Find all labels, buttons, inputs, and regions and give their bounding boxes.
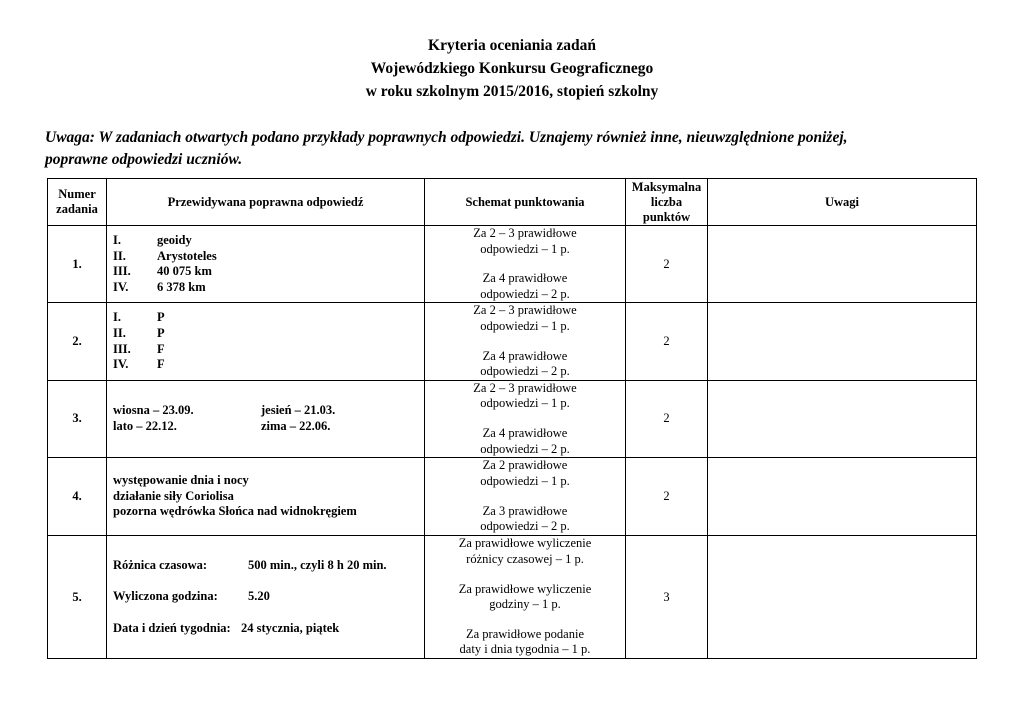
title-line-1: Kryteria oceniania zadań: [428, 37, 596, 54]
notes-cell: [708, 458, 977, 536]
notes-cell: [708, 536, 977, 659]
scheme-cell: Za 2 – 3 prawidłowe odpowiedzi – 1 p. Za 4 prawidłowe odpowiedzi – 2 p.: [425, 380, 626, 457]
answer-cell: występowanie dnia i nocy działanie siły Coriolisa pozorna wędrówka Słońca nad widnokręgiem: [107, 458, 425, 536]
points-cell: 2: [626, 380, 708, 457]
task-number: 1.: [48, 226, 107, 303]
task-number: 2.: [48, 303, 107, 380]
notes-cell: [708, 380, 977, 457]
points-cell: 2: [626, 303, 708, 380]
scheme-cell: Za 2 prawidłowe odpowiedzi – 1 p. Za 3 prawidłowe odpowiedzi – 2 p.: [425, 458, 626, 536]
note-paragraph: [45, 127, 980, 171]
table-row: [48, 380, 977, 457]
table-row: [48, 536, 977, 659]
points-cell: 2: [626, 458, 708, 536]
table-row: [48, 226, 977, 303]
title-line-2: Wojewódzkiego Konkursu Geograficznego: [370, 60, 654, 77]
answer-cell: I. geoidy II. Arystoteles III. 40 075 km IV. 6 378 km: [107, 226, 425, 303]
table-row: [48, 303, 977, 380]
title-line-3: w roku szkolnym 2015/2016, stopień szkolny: [365, 83, 659, 100]
header-points: Maksymalna liczba punktów: [626, 179, 708, 226]
answer-cell: I. P II. P III. F IV. F: [107, 303, 425, 380]
criteria-table: [47, 178, 977, 659]
note-line-2: poprawne odpowiedzi uczniów.: [45, 151, 243, 168]
notes-cell: [708, 226, 977, 303]
task-number: 4.: [48, 458, 107, 536]
header-answer: Przewidywana poprawna odpowiedź: [107, 179, 425, 226]
answer-cell: Różnica czasowa: 500 min., czyli 8 h 20 min. Wyliczona godzina: 5.20 Data i dzień tygodnia: 24 stycznia, piątek: [107, 536, 425, 659]
table-header-row: [48, 179, 977, 226]
scheme-cell: Za 2 – 3 prawidłowe odpowiedzi – 1 p. Za 4 prawidłowe odpowiedzi – 2 p.: [425, 303, 626, 380]
notes-cell: [708, 303, 977, 380]
points-cell: 3: [626, 536, 708, 659]
header-scheme: Schemat punktowania: [425, 179, 626, 226]
answer-cell: wiosna – 23.09. jesień – 21.03. lato – 22.12. zima – 22.06.: [107, 380, 425, 457]
points-cell: 2: [626, 226, 708, 303]
header-notes: Uwagi: [708, 179, 977, 226]
scheme-cell: Za 2 – 3 prawidłowe odpowiedzi – 1 p. Za 4 prawidłowe odpowiedzi – 2 p.: [425, 226, 626, 303]
scheme-cell: Za prawidłowe wyliczenie różnicy czasowej – 1 p. Za prawidłowe wyliczenie godziny – 1 p. Za prawidłowe podanie daty i dnia tygodnia – 1 p.: [425, 536, 626, 659]
task-number: 3.: [48, 380, 107, 457]
task-number: 5.: [48, 536, 107, 659]
table-row: [48, 458, 977, 536]
note-line-1: Uwaga: W zadaniach otwartych podano przykłady poprawnych odpowiedzi. Uznajemy również inne, nieuwzględnione poniżej,: [45, 129, 848, 146]
header-number: Numer zadania: [48, 179, 107, 226]
